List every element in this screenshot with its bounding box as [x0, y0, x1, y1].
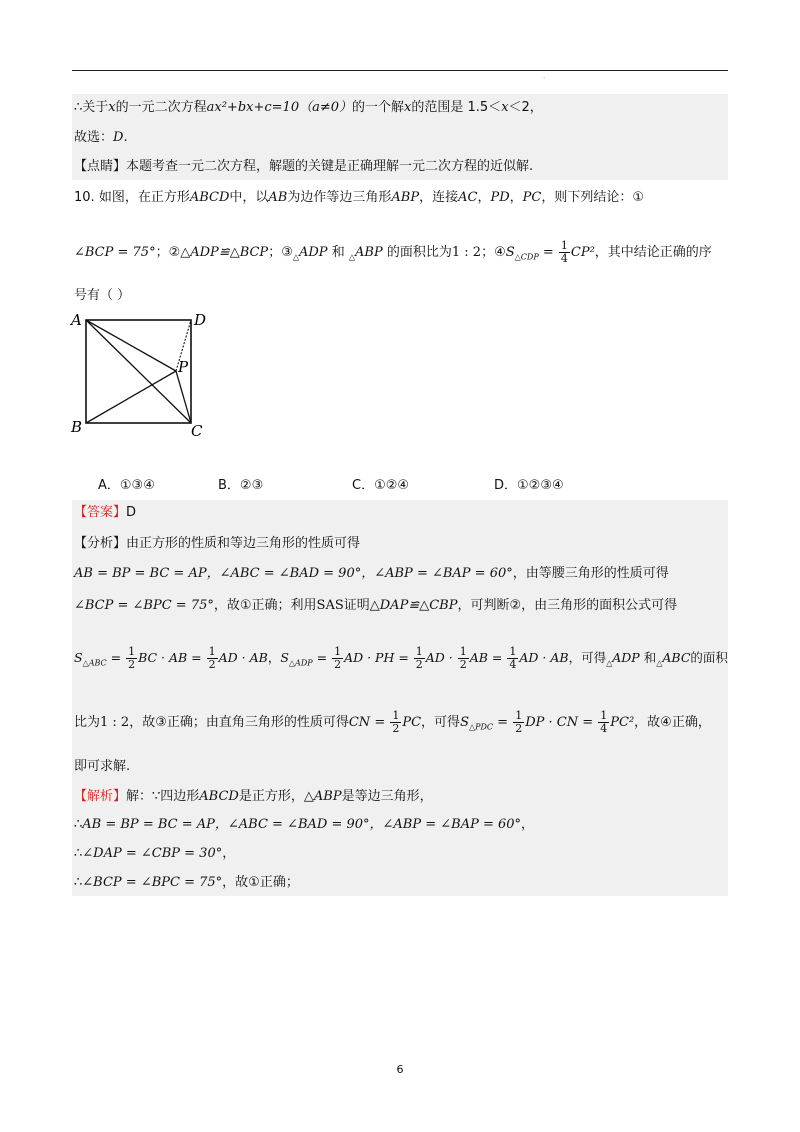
solution-line2: ∴AB = BP = BC = AP，∠ABC = ∠BAD = 90°，∠ABP = ∠BAP = 60°， — [74, 817, 535, 832]
analysis-line4: $S_{\triangle ABC}$ = $\frac{1}{2}$ BC · AB = $\frac{1}{2}$ AD · AB，$S_{\triangle ADP}$ = $\frac{1}{2}$ AD · PH = $\frac{1}{2}$ AD · $\frac{1}{2}$ AB = $\frac{1}{4}$ AD · AB，可得$_\triangle$ADP 和$_\triangle$ABC的面积 — [74, 645, 728, 671]
answer-block — [72, 500, 728, 896]
solution-label: 【解析】 — [74, 789, 127, 804]
choice-a: A．①③④ — [98, 478, 155, 493]
prev-choose: 故选：D. — [74, 130, 128, 145]
analysis-label: 【分析】 — [74, 536, 127, 551]
answer-value: D — [126, 505, 137, 520]
question-stem-line3: 号有（ ） — [74, 288, 131, 303]
analysis-line1: 【分析】由正方形的性质和等边三角形的性质可得 — [74, 536, 361, 551]
answer-label: 【答案】 — [74, 505, 127, 520]
choice-c: C．①②④ — [352, 478, 410, 493]
header-rule — [72, 70, 728, 71]
label-b: B — [71, 418, 83, 436]
geometry-figure — [66, 308, 216, 440]
label-c: C — [191, 422, 203, 440]
question-stem-line2: ∠BCP = 75°；②△ADP≌△BCP；$③_\triangle ADP$ 和 $_\triangle$ABP 的面积比为1 : 2；$④S_{\triangle CDP}$ = $\frac{1}{4}$ CP²，其中结论正确的序 — [74, 239, 712, 265]
solution-line3: ∴∠DAP = ∠CBP = 30°， — [74, 846, 236, 861]
page-number: 6 — [396, 1063, 404, 1076]
choice-b: B．②③ — [218, 478, 264, 493]
analysis-line2: AB = BP = BC = AP，∠ABC = ∠BAD = 90°，∠ABP = ∠BAP = 60°，由等腰三角形的性质可得 — [74, 566, 669, 581]
solution-line1: 【解析】解：∵四边形ABCD是正方形，△ABP是等边三角形， — [74, 789, 433, 804]
analysis-line5: 比为1 : 2，故③正确；由直角三角形的性质可得CN = $\frac{1}{2}$ PC，可得$S_{\triangle PDC}$ = $\frac{1}{2}$ DP · CN = $\frac{1}{4}$ PC²，故④正确， — [74, 709, 711, 735]
choice-d: D．①②③④ — [494, 478, 564, 493]
segment-bp — [86, 371, 176, 423]
label-p: P — [178, 358, 189, 376]
label-d: D — [194, 311, 207, 329]
solution-line4: ∴∠BCP = ∠BPC = 75°，故①正确； — [74, 875, 299, 890]
analysis-line6: 即可求解. — [74, 759, 131, 774]
fraction: $\frac{1}{4}$ — [560, 239, 568, 265]
prev-conclusion: ∴关于x的一元二次方程ax²+bx+c=10（a≠0）的一个解x的范围是 1.5＜x＜2， — [74, 100, 543, 115]
label-a: A — [71, 311, 82, 329]
analysis-line3: ∠BCP = ∠BPC = 75°，故①正确；利用SAS证明△DAP≌△CBP，可判断②，由三角形的面积公式可得 — [74, 598, 678, 613]
header-dot: . — [543, 72, 546, 80]
answer-line — [74, 503, 136, 523]
prev-comment: 【点睛】本题考查一元二次方程，解题的关键是正确理解一元二次方程的近似解. — [74, 159, 534, 174]
question-stem-line1: 10. 如图，在正方形ABCD中，以AB为边作等边三角形ABP，连接AC，PD，PC，则下列结论：① — [74, 190, 645, 205]
